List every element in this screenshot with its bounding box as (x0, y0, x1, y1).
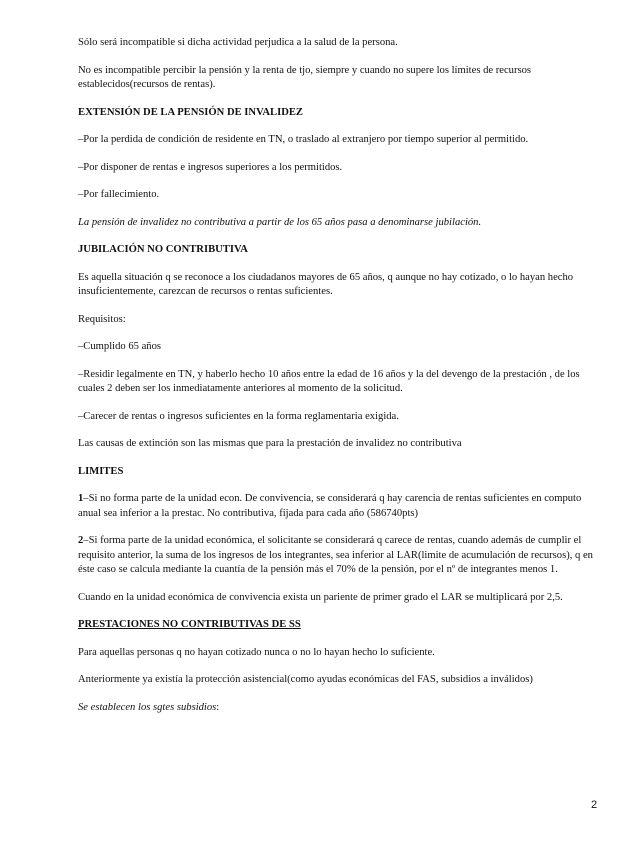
section-heading-extension: EXTENSIÓN DE LA PENSIÓN DE INVALIDEZ (78, 106, 303, 118)
colon: : (216, 701, 220, 713)
italic-text: Se establecen los sgtes subsidios (78, 701, 217, 713)
list-item: –Por fallecimiento. (78, 189, 160, 200)
paragraph: Para aquellas personas q no hayan cotizado nunca o no lo hayan hecho lo suficiente. (78, 646, 435, 658)
list-item (78, 492, 600, 521)
paragraph: Cuando en la unidad económica de convivencia exista un pariente de primer grado el LAR se multiplicará por 2,5. (78, 591, 563, 603)
section-heading-limites: LIMITES (78, 465, 124, 477)
list-item: –Residir legalmente en TN, y haberlo hecho 10 años entre la edad de 16 años y la del devengo de la prestación , de los cuales 2 deben ser los inmediatamente anteriores al momento de la solicitud. (78, 368, 580, 394)
paragraph: No es incompatible percibir la pensión y la renta de tjo, siempre y cuando no supere los límites de recursos establecidos(recursos de rentas). (78, 64, 532, 90)
paragraph: Requisitos: (78, 313, 126, 325)
list-item (78, 534, 600, 578)
list-item: –Carecer de rentas o ingresos suficientes en la forma reglamentaria exigida. (78, 410, 399, 422)
page-number: 2 (591, 799, 598, 811)
item-number: 2 (78, 535, 84, 546)
list-item: –Por la perdida de condición de residente en TN, o traslado al extranjero por tiempo superior al permitido. (78, 134, 529, 145)
paragraph: Sólo será incompatible si dicha actividad perjudica a la salud de la persona. (78, 37, 398, 48)
item-text: –Si forma parte de la unidad económica, el solicitante se considerará q carece de rentas, cuando además de cumplir el requisito anterior, la suma de los ingresos de los integrantes, sea inferior al LAR(limite de acumulación de recursos), q en éste caso se calcula mediante la cuantía de la pensión más el 70% de la pensión, por el nº de integrantes menos 1. (78, 535, 593, 575)
italic-note: La pensión de invalidez no contributiva a partir de los 65 años pasa a denominarse jubilación. (78, 216, 482, 228)
document-page (78, 36, 600, 728)
paragraph (78, 701, 600, 716)
paragraph: Es aquella situación q se reconoce a los ciudadanos mayores de 65 años, q aunque no hay cotizado, o lo hayan hecho insuficientemente, carezcan de recursos o rentas suficientes. (78, 271, 574, 297)
item-text: –Si no forma parte de la unidad econ. De convivencia, se considerará q hay carencia de rentas suficientes en computo anual sea inferior a la prestac. No contributiva, fijada para cada año (586740pts) (78, 493, 582, 519)
paragraph: Anteriormente ya existía la protección asistencial(como ayudas económicas del FAS, subsidios a inválidos) (78, 674, 533, 685)
section-heading-prestaciones: PRESTACIONES NO CONTRIBUTIVAS DE SS (78, 619, 301, 630)
paragraph: Las causas de extinción son las mismas que para la prestación de invalidez no contributiva (78, 438, 462, 449)
list-item: –Cumplido 65 años (78, 341, 161, 352)
section-heading-jubilacion: JUBILACIÓN NO CONTRIBUTIVA (78, 244, 248, 255)
list-item: –Por disponer de rentas e ingresos superiores a los permitidos. (78, 161, 343, 173)
item-number: 1 (78, 493, 84, 504)
